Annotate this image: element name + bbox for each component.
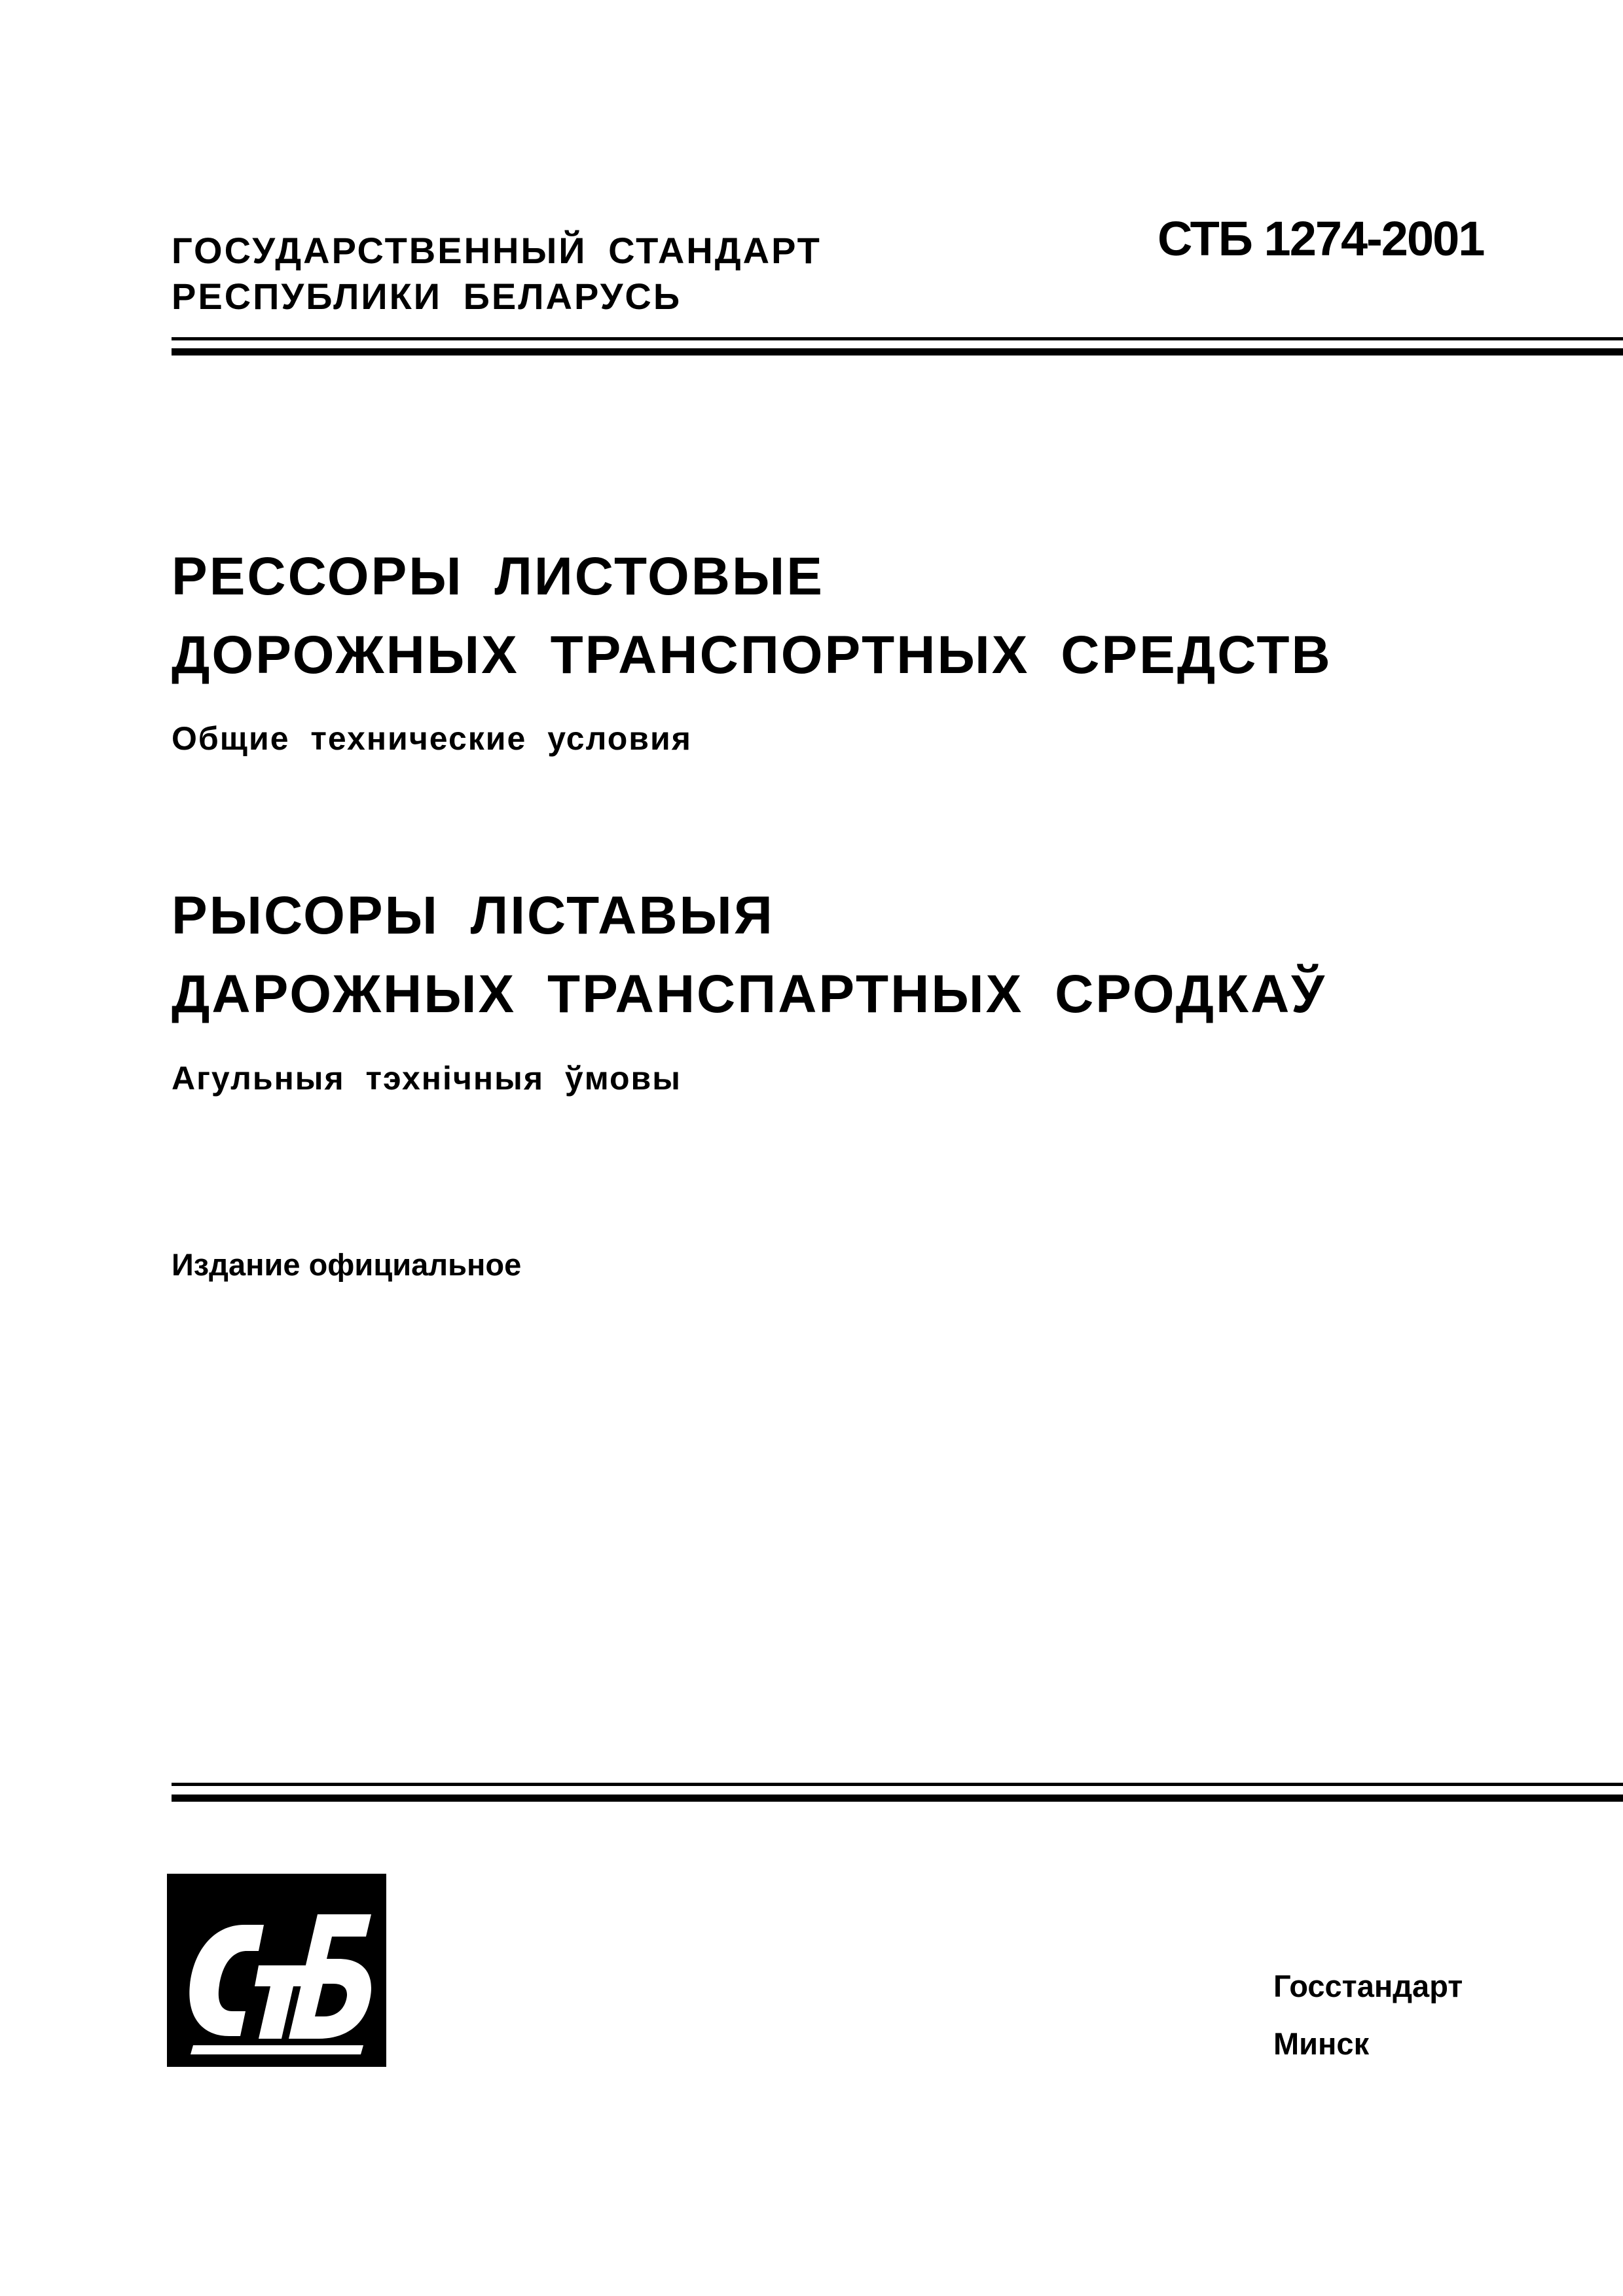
bottom-rule-thick: [172, 1795, 1623, 1802]
stb-logo-icon: [167, 1874, 386, 2067]
edition-label: Издание официальное: [172, 1247, 522, 1282]
title-by-line-1: РЫСОРЫ ЛІСТАВЫЯ: [172, 886, 775, 945]
subtitle-ru: Общие технические условия: [172, 720, 692, 757]
title-by-line-2: ДАРОЖНЫХ ТРАНСПАРТНЫХ СРОДКАЎ: [172, 964, 1327, 1024]
subtitle-by: Агульныя тэхнічныя ўмовы: [172, 1060, 682, 1097]
header-line-1: ГОСУДАРСТВЕННЫЙ СТАНДАРТ: [172, 230, 822, 271]
title-ru-line-1: РЕССОРЫ ЛИСТОВЫЕ: [172, 547, 824, 606]
top-rule-thin: [172, 337, 1623, 340]
publisher-name: Госстандарт: [1273, 1969, 1463, 2003]
title-ru-line-2: ДОРОЖНЫХ ТРАНСПОРТНЫХ СРЕДСТВ: [172, 625, 1332, 685]
standard-code: СТБ 1274-2001: [1158, 211, 1484, 266]
header-line-2: РЕСПУБЛИКИ БЕЛАРУСЬ: [172, 276, 682, 317]
bottom-rule-thin: [172, 1783, 1623, 1786]
publisher-city: Минск: [1273, 2026, 1370, 2061]
top-rule-thick: [172, 348, 1623, 355]
